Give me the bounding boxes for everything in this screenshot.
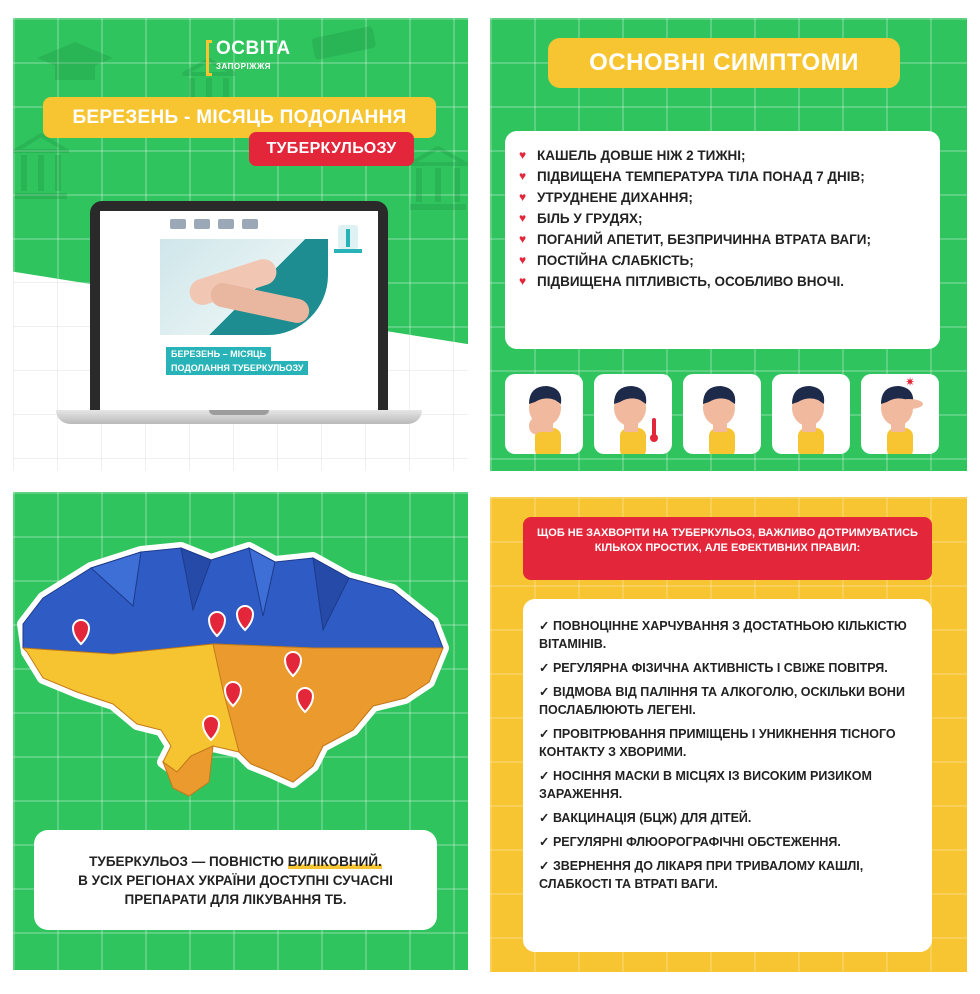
rule-item: ✓ ПОВНОЦІННЕ ХАРЧУВАННЯ З ДОСТАТНЬОЮ КІЛЬКІСТЮ ВІТАМІНІВ. [539,619,907,651]
partner-logo [170,219,186,229]
hands-photo [160,239,328,335]
poster-panel-month [13,18,468,471]
poster-panel-symptoms [490,18,967,471]
book-icon [309,24,379,64]
tuberculosis-subtitle: ТУБЕРКУЛЬОЗУ [249,132,414,166]
screen-tag-line1: БЕРЕЗЕНЬ – МІСЯЦЬ [166,347,271,361]
symptom-item: ♥ ПІДВИЩЕНА ТЕМПЕРАТУРА ТІЛА ПОНАД 7 ДНІВ; [519,166,926,187]
symptom-item: ♥ ПІДВИЩЕНА ПІТЛИВІСТЬ, ОСОБЛИВО ВНОЧІ. [519,271,926,292]
month-title: БЕРЕЗЕНЬ - МІСЯЦЬ ПОДОЛАННЯ [43,97,436,138]
heart-icon: ♥ [519,190,527,204]
cough-icon [505,374,583,454]
laptop-screen [90,201,388,413]
poster-panel-prevention [490,497,967,972]
rule-item: ✓ РЕГУЛЯРНІ ФЛЮОРОГРАФІЧНІ ОБСТЕЖЕННЯ. [539,835,841,849]
campaign-sign-icon [330,221,366,257]
rule-item: ✓ ВАКЦИНАЦІЯ (БЦЖ) ДЛЯ ДІТЕЙ. [539,811,752,825]
rule-item: ✓ ПРОВІТРЮВАННЯ ПРИМІЩЕНЬ І УНИКНЕННЯ ТІСНОГО КОНТАКТУ З ХВОРИМИ. [539,727,896,759]
rule-item: ✓ РЕГУЛЯРНА ФІЗИЧНА АКТИВНІСТЬ І СВІЖЕ ПОВІТРЯ. [539,661,888,675]
logo-brand-text: ОСВІТА [216,38,291,59]
poster-panel-map [13,492,468,970]
heart-icon: ♥ [519,274,527,288]
logo-sub-text: ЗАПОРІЖЖЯ [216,62,271,71]
hand-shape [209,281,312,325]
heart-icon: ♥ [519,253,527,267]
heart-icon: ♥ [519,232,527,246]
graduation-cap-icon [35,36,115,96]
building-icon [13,133,69,207]
partner-logos [170,219,258,229]
rule-item: ✓ ВІДМОВА ВІД ПАЛІННЯ ТА АЛКОГОЛЮ, ОСКІЛЬКИ ВОНИ ПОСЛАБЛЮЮТЬ ЛЕГЕНІ. [539,685,905,717]
heart-icon: ♥ [519,148,527,162]
prevention-banner: ЩОБ НЕ ЗАХВОРІТИ НА ТУБЕРКУЛЬОЗ, ВАЖЛИВО ДОТРИМУВАТИСЬ КІЛЬКОХ ПРОСТИХ, АЛЕ ЕФЕКТИВНИХ ПРАВИЛ: [523,517,932,580]
symptom-item: ♥ КАШЕЛЬ ДОВШЕ НІЖ 2 ТИЖНІ; [519,145,926,166]
info-line-3: ПРЕПАРАТИ ДЛЯ ЛІКУВАННЯ ТБ. [124,892,347,907]
rule-item: ✓ ЗВЕРНЕННЯ ДО ЛІКАРЯ ПРИ ТРИВАЛОМУ КАШЛІ, СЛАБКОСТІ ТА ВТРАТІ ВАГИ. [539,859,864,891]
symptom-illustrations [505,374,945,454]
info-line-2: В УСІХ РЕГІОНАХ УКРАЇНИ ДОСТУПНІ СУЧАСНІ [78,873,393,888]
symptom-item: ♥ ПОСТІЙНА СЛАБКІСТЬ; [519,250,926,271]
osvita-logo [206,38,292,80]
screen-tag-line2: ПОДОЛАННЯ ТУБЕРКУЛЬОЗУ [166,361,308,375]
building-icon [408,146,468,216]
fever-icon [594,374,672,454]
rule-item: ✓ НОСІННЯ МАСКИ В МІСЦЯХ ІЗ ВИСОКИМ РИЗИКОМ ЗАРАЖЕННЯ. [539,769,872,801]
curable-highlight: ВИЛІКОВНИЙ. [287,854,382,869]
symptom-item: ♥ БІЛЬ У ГРУДЯХ; [519,208,926,229]
laptop-notch [209,410,269,415]
heart-icon: ♥ [519,211,527,225]
info-line-1: ТУБЕРКУЛЬОЗ — ПОВНІСТЮ ВИЛІКОВНИЙ. [89,854,382,869]
breathing-icon [683,374,761,454]
logo-bracket [206,40,212,76]
symptoms-card [505,131,940,349]
ukraine-map [13,520,468,816]
prevention-rules-card [523,599,932,952]
partner-logo [242,219,258,229]
dizziness-icon [861,374,939,454]
partner-logo [218,219,234,229]
symptoms-heading: ОСНОВНІ СИМПТОМИ [548,38,900,88]
curable-info-card [34,830,437,930]
heart-icon: ♥ [519,169,527,183]
laptop-screen-content [100,211,378,413]
chest-pain-icon [772,374,850,454]
partner-logo [194,219,210,229]
symptom-item: ♥ УТРУДНЕНЕ ДИХАННЯ; [519,187,926,208]
svg-text:✷: ✷ [905,375,916,389]
symptom-item: ♥ ПОГАНИЙ АПЕТИТ, БЕЗПРИЧИННА ВТРАТА ВАГИ; [519,229,926,250]
